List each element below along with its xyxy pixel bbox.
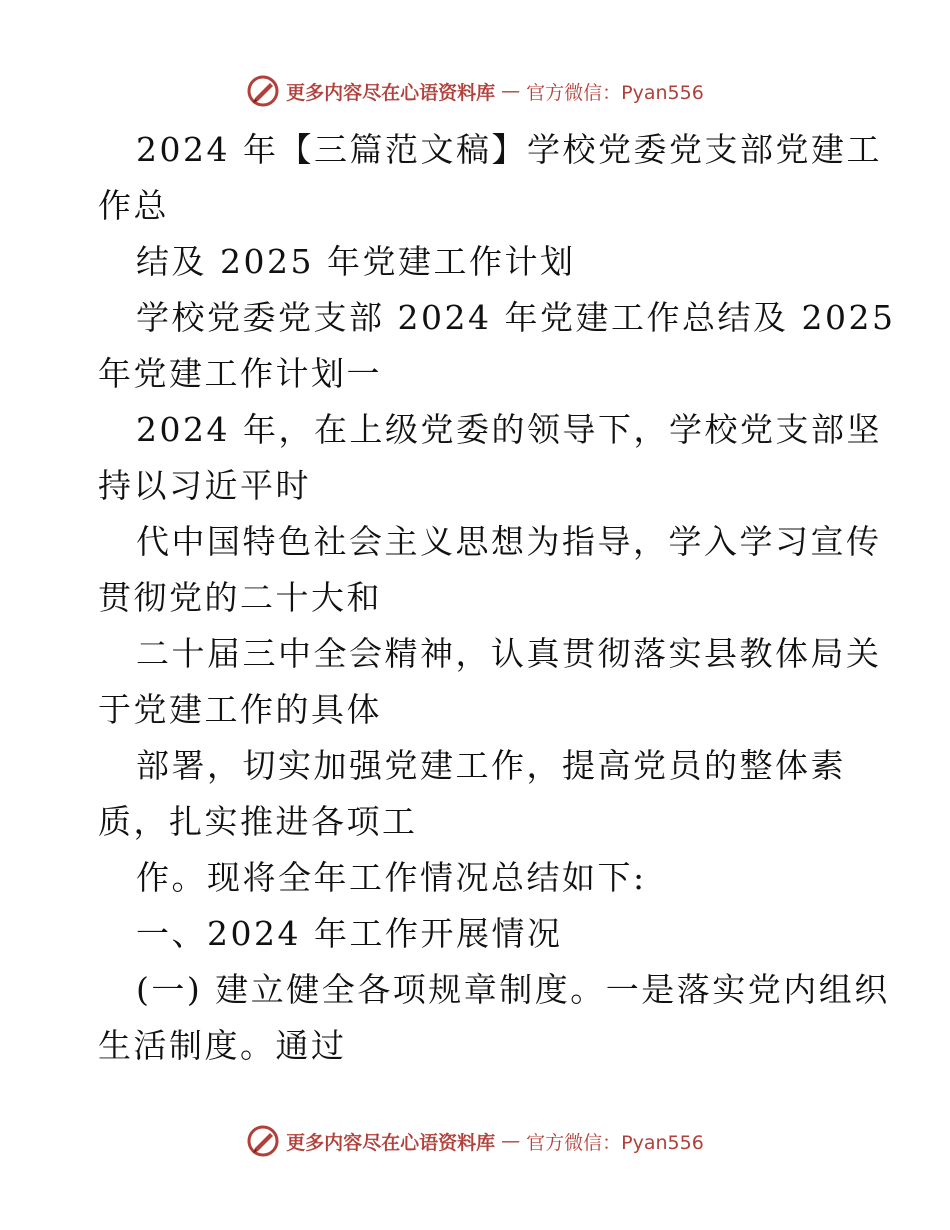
watermark-footer xyxy=(0,1124,950,1158)
text-line: 结及 2025 年党建工作计划 xyxy=(136,242,576,281)
text-line: 作总 xyxy=(98,186,169,225)
watermark-text: 更多内容尽在心语资料库 xyxy=(286,81,496,104)
watermark-wechat: 官方微信：Pyan556 xyxy=(526,1131,704,1154)
document-body xyxy=(98,122,896,1074)
text-line: 持以习近平时 xyxy=(98,466,311,505)
watermark-header xyxy=(0,74,950,108)
text-line: 2024 年，在上级党委的领导下，学校党支部坚 xyxy=(136,410,882,449)
watermark-separator: — xyxy=(501,80,521,102)
pen-seal-logo-icon xyxy=(246,1124,280,1158)
text-line: 于党建工作的具体 xyxy=(98,690,382,729)
watermark-text: 更多内容尽在心语资料库 xyxy=(286,1131,496,1154)
pen-seal-logo-icon xyxy=(246,74,280,108)
text-line: 作。现将全年工作情况总结如下: xyxy=(136,858,647,897)
text-line: 2024 年【三篇范文稿】学校党委党支部党建工 xyxy=(136,130,882,169)
text-line: 学校党委党支部 2024 年党建工作总结及 2025 xyxy=(136,298,896,337)
text-line: 部署，切实加强党建工作，提高党员的整体素 xyxy=(136,746,846,785)
text-line: 生活制度。通过 xyxy=(98,1026,347,1065)
watermark-separator: — xyxy=(501,1130,521,1152)
watermark-wechat: 官方微信：Pyan556 xyxy=(526,81,704,104)
section-heading: 一、2024 年工作开展情况 xyxy=(136,914,563,953)
text-line: 年党建工作计划一 xyxy=(98,354,382,393)
text-line: 二十届三中全会精神，认真贯彻落实县教体局关 xyxy=(136,634,882,673)
text-line: 质，扎实推进各项工 xyxy=(98,802,418,841)
text-line: 贯彻党的二十大和 xyxy=(98,578,382,617)
text-line: (一) 建立健全各项规章制度。一是落实党内组织 xyxy=(136,970,890,1009)
text-line: 代中国特色社会主义思想为指导，学入学习宣传 xyxy=(136,522,882,561)
